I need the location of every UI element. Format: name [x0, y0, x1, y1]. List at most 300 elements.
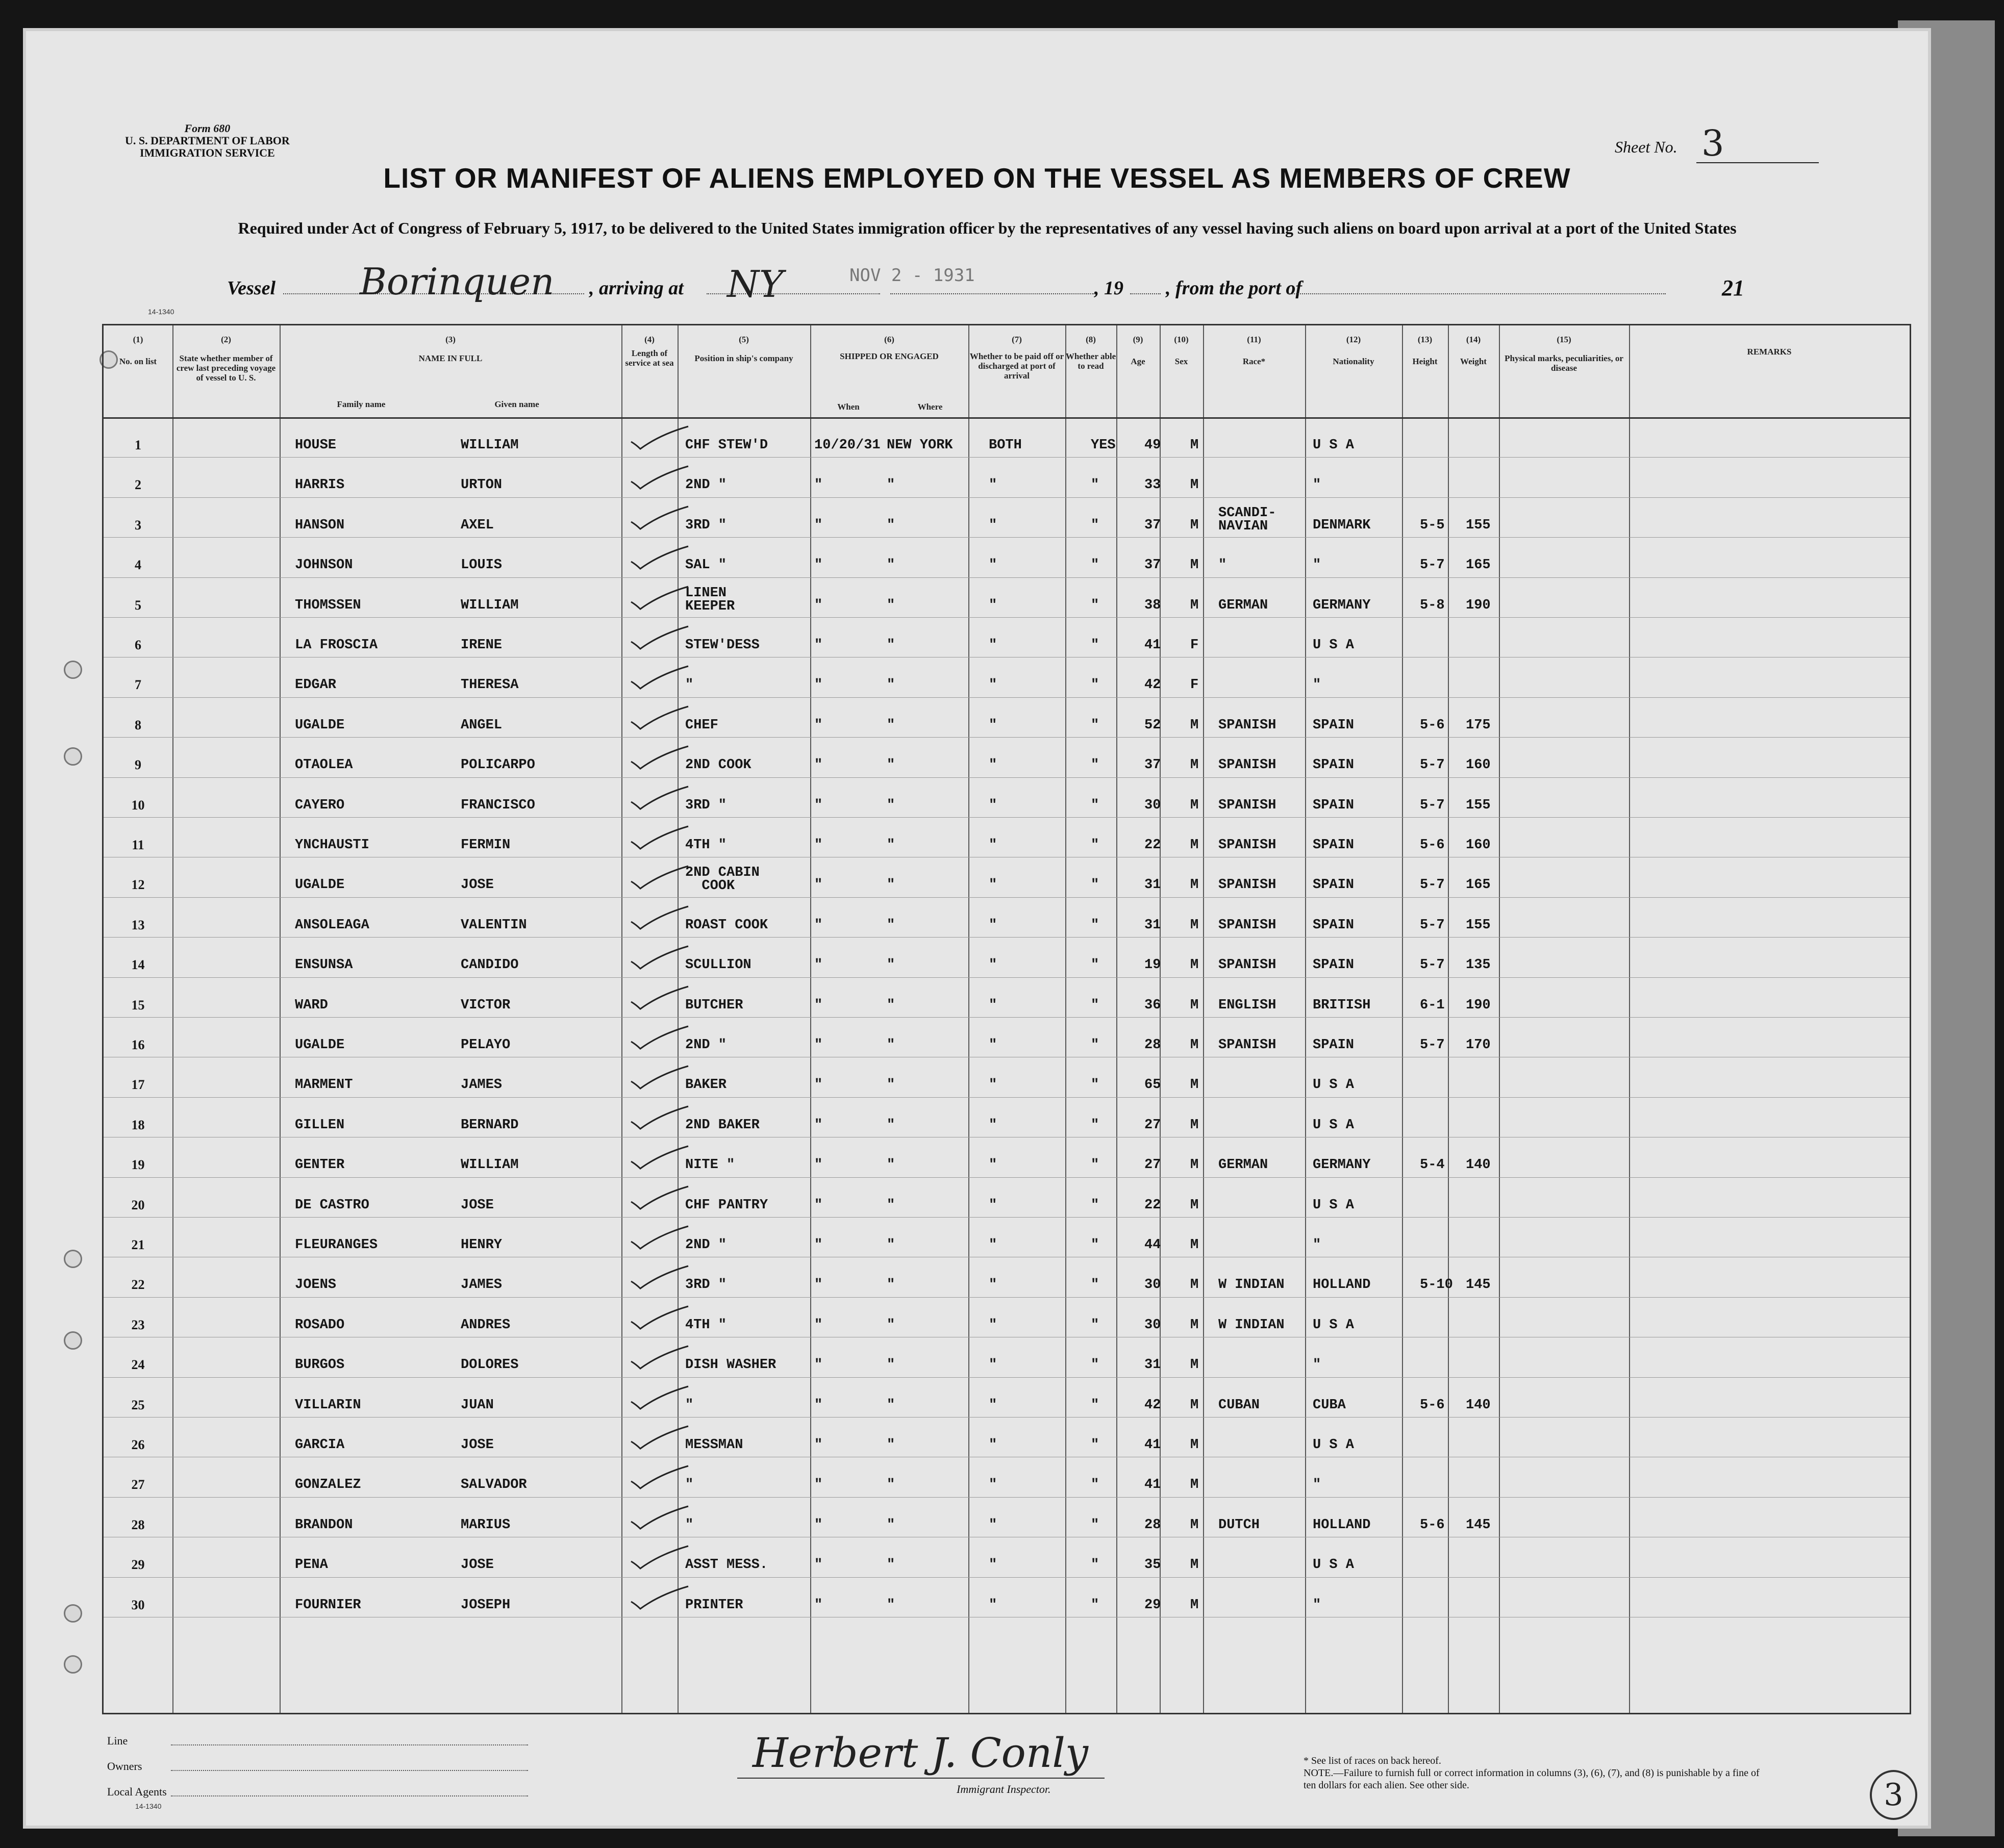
footnote-races: * See list of races on back hereof.	[1304, 1755, 1441, 1766]
cell-when: "	[814, 1477, 823, 1493]
cell-when: "	[814, 1237, 823, 1253]
cell-paid: "	[989, 1317, 997, 1333]
circled-page-number: 3	[1870, 1770, 1917, 1820]
table-row	[104, 1017, 1910, 1057]
cell-age: 41	[1144, 1477, 1161, 1493]
cell-weight: 170	[1466, 1037, 1491, 1053]
cell-no: 5	[135, 597, 141, 613]
cell-given: AXEL	[461, 517, 494, 533]
cell-position: "	[685, 1517, 694, 1533]
cell-read: "	[1091, 1077, 1099, 1093]
cell-height: 5-4	[1420, 1157, 1445, 1173]
cell-read: "	[1091, 1477, 1099, 1493]
cell-race: W INDIAN	[1218, 1277, 1285, 1293]
table-row	[104, 497, 1910, 538]
binder-hole	[64, 1604, 82, 1623]
cell-family: PENA	[295, 1557, 328, 1573]
cell-position: 4TH "	[685, 838, 727, 853]
cell-family: FLEURANGES	[295, 1237, 378, 1253]
cell-when: "	[814, 717, 823, 733]
cell-position: 4TH "	[685, 1317, 727, 1333]
cell-nationality: GERMANY	[1313, 597, 1371, 613]
service-checkmark	[629, 544, 690, 570]
cell-family: VILLARIN	[295, 1397, 361, 1413]
cell-race: W INDIAN	[1218, 1317, 1285, 1333]
cell-family: YNCHAUSTI	[295, 838, 369, 853]
cell-nationality: "	[1313, 558, 1321, 573]
table-row	[104, 617, 1910, 657]
cell-read: "	[1091, 917, 1099, 933]
cell-weight: 145	[1466, 1277, 1491, 1293]
cell-position: LINEN KEEPER	[685, 585, 735, 614]
cell-read: "	[1091, 1517, 1099, 1533]
cell-where: "	[887, 477, 895, 493]
cell-sex: M	[1190, 597, 1199, 613]
cell-age: 49	[1144, 438, 1161, 453]
cell-read: "	[1091, 677, 1099, 693]
cell-where: "	[887, 1157, 895, 1173]
cell-no: 28	[131, 1517, 145, 1532]
cell-given: JOSE	[461, 877, 494, 893]
cell-when: "	[814, 1277, 823, 1293]
cell-race: SPANISH	[1218, 1037, 1276, 1053]
cell-family: MARMENT	[295, 1077, 353, 1093]
cell-where: "	[887, 517, 895, 533]
cell-paid: "	[989, 517, 997, 533]
service-checkmark	[629, 424, 690, 450]
cell-paid: "	[989, 1277, 997, 1293]
cell-sex: M	[1190, 558, 1199, 573]
cell-race: SPANISH	[1218, 797, 1276, 813]
cell-no: 2	[135, 477, 141, 493]
col-header-height: (13) Height	[1412, 335, 1438, 366]
cell-nationality: BRITISH	[1313, 997, 1371, 1013]
service-checkmark	[629, 1384, 690, 1410]
cell-position: 2ND BAKER	[685, 1117, 760, 1133]
cell-read: "	[1091, 1397, 1099, 1413]
cell-nationality: U S A	[1313, 1437, 1355, 1453]
line-dotted	[171, 1744, 528, 1745]
service-checkmark	[629, 1504, 690, 1530]
cell-sex: M	[1190, 1277, 1199, 1293]
cell-where: "	[887, 1237, 895, 1253]
cell-sex: M	[1190, 477, 1199, 493]
form-identifier	[125, 122, 290, 159]
cell-where: "	[887, 997, 895, 1013]
agents-label: Local Agents	[107, 1785, 167, 1798]
table-row	[104, 417, 1910, 458]
table-row	[104, 1177, 1910, 1218]
cell-when: "	[814, 1317, 823, 1333]
cell-paid: "	[989, 638, 997, 653]
cell-read: "	[1091, 797, 1099, 813]
cell-read: "	[1091, 1357, 1099, 1373]
cell-when: "	[814, 1397, 823, 1413]
cell-age: 28	[1144, 1037, 1161, 1053]
cell-when: "	[814, 997, 823, 1013]
cell-race: SPANISH	[1218, 717, 1276, 733]
form-number: Form 680	[184, 122, 231, 135]
cell-age: 38	[1144, 597, 1161, 613]
cell-where: "	[887, 1517, 895, 1533]
cell-when: "	[814, 1357, 823, 1373]
cell-sex: M	[1190, 1237, 1199, 1253]
cell-age: 22	[1144, 1197, 1161, 1213]
cell-nationality: "	[1313, 1477, 1321, 1493]
cell-nationality: SPAIN	[1313, 757, 1355, 773]
cell-nationality: U S A	[1313, 438, 1355, 453]
cell-paid: "	[989, 477, 997, 493]
cell-no: 8	[135, 717, 141, 732]
cell-paid: "	[989, 677, 997, 693]
cell-position: ROAST COOK	[685, 917, 768, 933]
cell-where: "	[887, 638, 895, 653]
cell-family: EDGAR	[295, 677, 337, 693]
table-row	[104, 1097, 1910, 1137]
cell-position: 3RD "	[685, 1277, 727, 1293]
owners-label: Owners	[107, 1760, 142, 1773]
service-checkmark	[629, 824, 690, 850]
cell-position: SAL "	[685, 558, 727, 573]
table-row	[104, 697, 1910, 738]
form-code-bottom: 14-1340	[135, 1802, 162, 1810]
cell-paid: "	[989, 1557, 997, 1573]
service-checkmark	[629, 1104, 690, 1130]
cell-age: 30	[1144, 1317, 1161, 1333]
cell-race: "	[1218, 558, 1227, 573]
cell-read: "	[1091, 517, 1099, 533]
col-header-age: (9) Age	[1131, 335, 1145, 366]
footnotes	[1304, 1755, 1763, 1791]
cell-family: UGALDE	[295, 1037, 345, 1053]
col-header-physical-marks: (15) Physical marks, peculiarities, or disease	[1505, 335, 1623, 373]
service-checkmark	[629, 585, 690, 610]
table-header	[104, 325, 1910, 419]
cell-position: 2ND COOK	[685, 757, 752, 773]
service-checkmark	[629, 784, 690, 810]
cell-family: HANSON	[295, 517, 345, 533]
cell-read: "	[1091, 1597, 1099, 1613]
table-row	[104, 817, 1910, 857]
cell-position: 2ND "	[685, 477, 727, 493]
cell-sex: F	[1190, 638, 1199, 653]
cell-weight: 145	[1466, 1517, 1491, 1533]
cell-read: "	[1091, 1317, 1099, 1333]
cell-where: "	[887, 1557, 895, 1573]
cell-height: 5-6	[1420, 1517, 1445, 1533]
cell-where: "	[887, 597, 895, 613]
subheader-given-name: Given name	[494, 399, 539, 409]
cell-where: "	[887, 1117, 895, 1133]
binder-hole	[64, 1331, 82, 1350]
cell-race: ENGLISH	[1218, 997, 1276, 1013]
cell-when: "	[814, 757, 823, 773]
cell-no: 19	[131, 1157, 145, 1173]
cell-read: "	[1091, 717, 1099, 733]
cell-position: DISH WASHER	[685, 1357, 776, 1373]
cell-weight: 155	[1466, 797, 1491, 813]
table-row	[104, 1217, 1910, 1257]
cell-given: JOSE	[461, 1557, 494, 1573]
cell-age: 35	[1144, 1557, 1161, 1573]
cell-sex: F	[1190, 677, 1199, 693]
cell-sex: M	[1190, 517, 1199, 533]
col-header-name: (3) NAME IN FULL	[418, 335, 483, 363]
cell-when: "	[814, 677, 823, 693]
cell-nationality: U S A	[1313, 638, 1355, 653]
binder-hole	[64, 747, 82, 766]
cell-race: GERMAN	[1218, 1157, 1268, 1173]
cell-height: 5-7	[1420, 797, 1445, 813]
cell-when: "	[814, 638, 823, 653]
table-row	[104, 937, 1910, 977]
cell-weight: 140	[1466, 1397, 1491, 1413]
cell-given: DOLORES	[461, 1357, 519, 1373]
date-dotted-line	[890, 278, 1094, 294]
subheader-when: When	[837, 402, 860, 412]
cell-sex: M	[1190, 1157, 1199, 1173]
cell-height: 5-6	[1420, 838, 1445, 853]
cell-read: "	[1091, 638, 1099, 653]
cell-sex: M	[1190, 838, 1199, 853]
cell-race: SPANISH	[1218, 757, 1276, 773]
cell-weight: 190	[1466, 997, 1491, 1013]
cell-where: "	[887, 677, 895, 693]
cell-read: "	[1091, 477, 1099, 493]
cell-paid: "	[989, 1237, 997, 1253]
cell-nationality: SPAIN	[1313, 838, 1355, 853]
cell-nationality: SPAIN	[1313, 1037, 1355, 1053]
table-row	[104, 1537, 1910, 1577]
cell-nationality: DENMARK	[1313, 517, 1371, 533]
cell-age: 30	[1144, 1277, 1161, 1293]
sheet-number: 3	[1701, 122, 1724, 164]
footnote-penalty: NOTE.—Failure to furnish full or correct information in columns (3), (6), (7), and (8) is punishable by a fine of ten dollars for each alien. See other side.	[1304, 1767, 1760, 1791]
cell-read: "	[1091, 957, 1099, 973]
cell-given: LOUIS	[461, 558, 503, 573]
cell-paid: "	[989, 997, 997, 1013]
cell-age: 65	[1144, 1077, 1161, 1093]
binder-hole	[64, 1250, 82, 1268]
cell-sex: M	[1190, 877, 1199, 893]
cell-age: 31	[1144, 1357, 1161, 1373]
table-row	[104, 897, 1910, 938]
cell-given: FERMIN	[461, 838, 511, 853]
vessel-line	[23, 260, 1931, 314]
table-row	[104, 737, 1910, 777]
cell-when: "	[814, 1077, 823, 1093]
cell-given: JUAN	[461, 1397, 494, 1413]
cell-age: 41	[1144, 638, 1161, 653]
cell-given: ANDRES	[461, 1317, 511, 1333]
sheet-number-field	[1615, 122, 1724, 164]
cell-read: "	[1091, 1197, 1099, 1213]
cell-position: MESSMAN	[685, 1437, 743, 1453]
cell-age: 44	[1144, 1237, 1161, 1253]
cell-family: BURGOS	[295, 1357, 345, 1373]
cell-age: 31	[1144, 877, 1161, 893]
cell-when: "	[814, 1117, 823, 1133]
service-checkmark	[629, 664, 690, 690]
service-checkmark	[629, 1024, 690, 1050]
binder-hole	[64, 1655, 82, 1674]
cell-paid: "	[989, 1357, 997, 1373]
cell-where: "	[887, 717, 895, 733]
cell-height: 6-1	[1420, 997, 1445, 1013]
cell-sex: M	[1190, 1037, 1199, 1053]
service-checkmark	[629, 624, 690, 650]
cell-given: CANDIDO	[461, 957, 519, 973]
cell-no: 10	[131, 797, 145, 813]
service-checkmark	[629, 1344, 690, 1370]
cell-position: "	[685, 1477, 694, 1493]
service-name: IMMIGRATION SERVICE	[140, 146, 275, 159]
cell-given: SALVADOR	[461, 1477, 527, 1493]
service-checkmark	[629, 904, 690, 930]
cell-nationality: SPAIN	[1313, 917, 1355, 933]
cell-position: 2ND CABIN COOK	[685, 865, 760, 894]
cell-height: 5-5	[1420, 517, 1445, 533]
col-header-race: (11) Race*	[1242, 335, 1266, 366]
cell-when: "	[814, 517, 823, 533]
cell-position: CHEF	[685, 717, 718, 733]
cell-where: "	[887, 838, 895, 853]
cell-nationality: SPAIN	[1313, 717, 1355, 733]
service-checkmark	[629, 1464, 690, 1489]
cell-given: HENRY	[461, 1237, 503, 1253]
col-header-paid-off: (7) Whether to be paid off or discharged at port of arrival	[969, 335, 1064, 381]
cell-family: LA FROSCIA	[295, 638, 378, 653]
cell-nationality: SPAIN	[1313, 797, 1355, 813]
cell-family: ROSADO	[295, 1317, 345, 1333]
cell-where: "	[887, 877, 895, 893]
cell-no: 17	[131, 1077, 145, 1093]
cell-given: WILLIAM	[461, 1157, 519, 1173]
service-checkmark	[629, 1544, 690, 1569]
cell-nationality: U S A	[1313, 1317, 1355, 1333]
table-row	[104, 1057, 1910, 1097]
col-header-service: (4) Length of service at sea	[625, 335, 674, 368]
col-header-no: (1) No. on list	[119, 335, 157, 366]
table-row	[104, 1497, 1910, 1537]
cell-family: ANSOLEAGA	[295, 917, 369, 933]
service-checkmark	[629, 1264, 690, 1289]
cell-given: BERNARD	[461, 1117, 519, 1133]
cell-paid: "	[989, 1197, 997, 1213]
service-checkmark	[629, 1304, 690, 1330]
service-checkmark	[629, 744, 690, 770]
line-label: Line	[107, 1734, 128, 1747]
cell-no: 4	[135, 558, 141, 573]
cell-where: "	[887, 1197, 895, 1213]
cell-given: URTON	[461, 477, 503, 493]
vessel-label: Vessel	[227, 277, 275, 299]
table-row	[104, 1297, 1910, 1337]
cell-paid: "	[989, 1437, 997, 1453]
cell-no: 18	[131, 1117, 145, 1132]
table-row	[104, 1457, 1910, 1497]
cell-position: "	[685, 1397, 694, 1413]
cell-where: "	[887, 1437, 895, 1453]
cell-family: FOURNIER	[295, 1597, 361, 1613]
cell-paid: "	[989, 838, 997, 853]
service-checkmark	[629, 504, 690, 530]
arriving-port: NY	[727, 263, 784, 306]
cell-age: 27	[1144, 1157, 1161, 1173]
cell-no: 16	[131, 1037, 145, 1052]
cell-nationality: U S A	[1313, 1557, 1355, 1573]
manifest-sheet	[23, 28, 1931, 1829]
cell-weight: 165	[1466, 558, 1491, 573]
sheet-label: Sheet No.	[1615, 138, 1677, 156]
cell-age: 37	[1144, 517, 1161, 533]
cell-paid: "	[989, 757, 997, 773]
cell-nationality: U S A	[1313, 1077, 1355, 1093]
col-header-preceding-voyage: (2) State whether member of crew last preceding voyage of vessel to U. S.	[176, 335, 276, 383]
cell-no: 23	[131, 1317, 145, 1332]
cell-when: "	[814, 1517, 823, 1533]
cell-nationality: U S A	[1313, 1117, 1355, 1133]
cell-nationality: "	[1313, 1237, 1321, 1253]
cell-where: "	[887, 1397, 895, 1413]
cell-paid: "	[989, 1157, 997, 1173]
cell-no: 9	[135, 757, 141, 773]
cell-family: JOENS	[295, 1277, 337, 1293]
cell-when: "	[814, 558, 823, 573]
cell-sex: M	[1190, 1317, 1199, 1333]
cell-position: PRINTER	[685, 1597, 743, 1613]
cell-sex: M	[1190, 1597, 1199, 1613]
cell-weight: 160	[1466, 757, 1491, 773]
cell-no: 30	[131, 1597, 145, 1612]
form-code-top: 14-1340	[148, 308, 174, 316]
cell-no: 13	[131, 917, 145, 932]
cell-read: "	[1091, 997, 1099, 1013]
signature-line	[737, 1778, 1105, 1779]
cell-given: JAMES	[461, 1077, 503, 1093]
cell-no: 15	[131, 997, 145, 1012]
cell-position: BUTCHER	[685, 997, 743, 1013]
cell-where: "	[887, 797, 895, 813]
cell-given: POLICARPO	[461, 757, 535, 773]
cell-paid: "	[989, 1517, 997, 1533]
cell-read: "	[1091, 1117, 1099, 1133]
table-row	[104, 777, 1910, 818]
cell-sex: M	[1190, 957, 1199, 973]
cell-read: "	[1091, 1557, 1099, 1573]
cell-sex: M	[1190, 1477, 1199, 1493]
table-row	[104, 457, 1910, 497]
cell-sex: M	[1190, 1557, 1199, 1573]
cell-position: SCULLION	[685, 957, 752, 973]
cell-family: GARCIA	[295, 1437, 345, 1453]
cell-race: GERMAN	[1218, 597, 1268, 613]
cell-when: "	[814, 477, 823, 493]
cell-when: "	[814, 957, 823, 973]
service-checkmark	[629, 1144, 690, 1170]
cell-read: "	[1091, 877, 1099, 893]
table-row	[104, 1337, 1910, 1377]
cell-age: 19	[1144, 957, 1161, 973]
owners-dotted	[171, 1770, 528, 1771]
cell-where: NEW YORK	[887, 438, 953, 453]
service-checkmark	[629, 944, 690, 970]
cell-no: 20	[131, 1197, 145, 1212]
cell-sex: M	[1190, 917, 1199, 933]
cell-read: "	[1091, 558, 1099, 573]
cell-family: THOMSSEN	[295, 597, 361, 613]
cell-age: 41	[1144, 1437, 1161, 1453]
